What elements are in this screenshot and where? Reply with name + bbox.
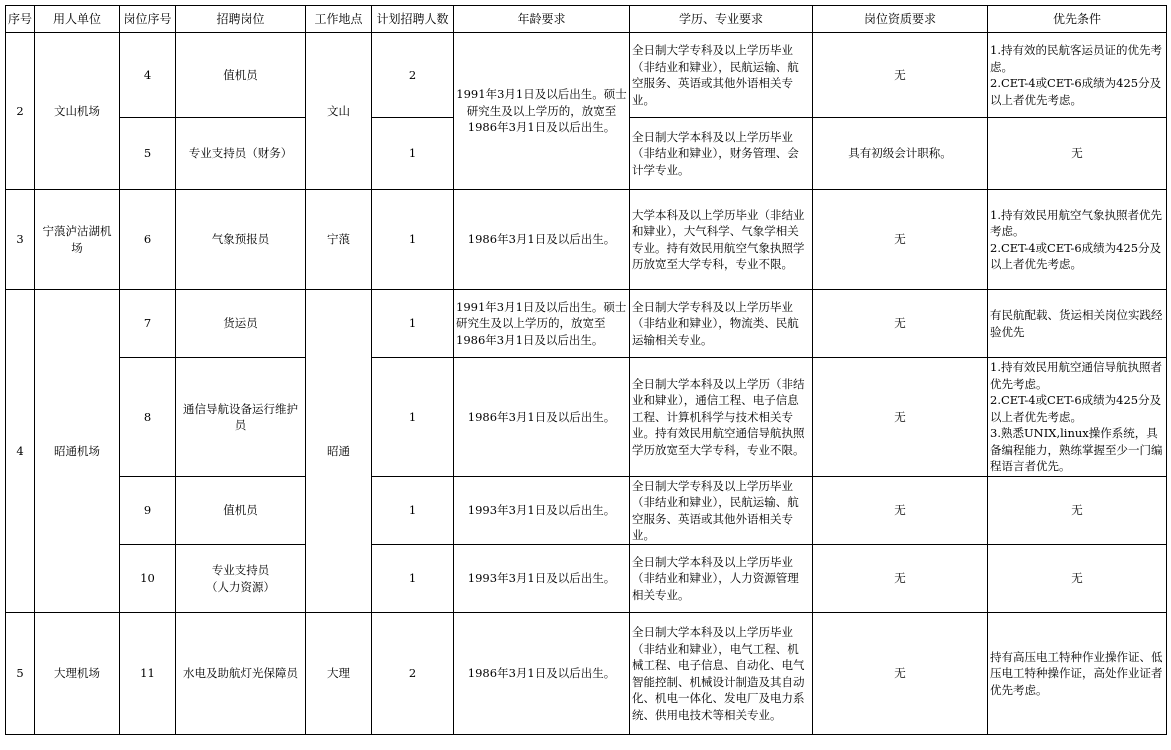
cell-unit: 昭通机场 xyxy=(35,290,120,613)
cell-post: 值机员 xyxy=(176,33,306,118)
table-row xyxy=(6,358,1167,477)
header-count: 计划招聘人数 xyxy=(372,6,454,33)
cell-post: 值机员 xyxy=(176,477,306,545)
cell-count: 1 xyxy=(372,190,454,290)
cell-location: 昭通 xyxy=(306,290,372,613)
header-unit: 用人单位 xyxy=(35,6,120,33)
cell-education: 全日制大学本科及以上学历毕业（非结业和肄业），电气工程、机械工程、电子信息、自动化、电气智能控制、机械设计制造及其自动化、机电一体化、发电厂及电力系统、供用电技术等相关专业。 xyxy=(630,613,813,735)
cell-post: 通信导航设备运行维护员 xyxy=(176,358,306,477)
header-education: 学历、专业要求 xyxy=(630,6,813,33)
cell-priority: 有民航配载、货运相关岗位实践经验优先 xyxy=(988,290,1167,358)
cell-unit: 宁蒗泸沽湖机场 xyxy=(35,190,120,290)
cell-seq: 4 xyxy=(6,290,35,613)
cell-qualification: 无 xyxy=(813,545,988,613)
cell-post-no: 11 xyxy=(120,613,176,735)
cell-seq: 3 xyxy=(6,190,35,290)
cell-count: 2 xyxy=(372,613,454,735)
cell-count: 1 xyxy=(372,118,454,190)
cell-post-no: 9 xyxy=(120,477,176,545)
cell-count: 2 xyxy=(372,33,454,118)
header-seq: 序号 xyxy=(6,6,35,33)
cell-location: 大理 xyxy=(306,613,372,735)
cell-education: 全日制大学专科及以上学历毕业（非结业和肄业），物流类、民航运输相关专业。 xyxy=(630,290,813,358)
cell-post: 专业支持员（财务） xyxy=(176,118,306,190)
cell-age: 1986年3月1日及以后出生。 xyxy=(454,613,630,735)
cell-unit: 文山机场 xyxy=(35,33,120,190)
cell-qualification: 无 xyxy=(813,33,988,118)
cell-count: 1 xyxy=(372,290,454,358)
header-qualification: 岗位资质要求 xyxy=(813,6,988,33)
cell-education: 大学本科及以上学历毕业（非结业和肄业），大气科学、气象学相关专业。持有效民用航空气象执照学历放宽至大学专科，专业不限。 xyxy=(630,190,813,290)
cell-count: 1 xyxy=(372,477,454,545)
cell-age: 1993年3月1日及以后出生。 xyxy=(454,477,630,545)
cell-education: 全日制大学本科及以上学历毕业（非结业和肄业），财务管理、会计学专业。 xyxy=(630,118,813,190)
cell-post: 货运员 xyxy=(176,290,306,358)
table-row xyxy=(6,545,1167,613)
header-post-no: 岗位序号 xyxy=(120,6,176,33)
cell-priority: 1.持有效的民航客运员证的优先考虑。 2.CET-4或CET-6成绩为425分及以上者优先考虑。 xyxy=(988,33,1167,118)
cell-qualification: 无 xyxy=(813,613,988,735)
table-row xyxy=(6,290,1167,358)
cell-education: 全日制大学专科及以上学历毕业（非结业和肄业），民航运输、航空服务、英语或其他外语相关专业。 xyxy=(630,477,813,545)
cell-post-no: 6 xyxy=(120,190,176,290)
cell-unit: 大理机场 xyxy=(35,613,120,735)
cell-count: 1 xyxy=(372,545,454,613)
cell-priority: 无 xyxy=(988,118,1167,190)
cell-location: 文山 xyxy=(306,33,372,190)
recruitment-table xyxy=(5,5,1167,735)
cell-education: 全日制大学本科及以上学历毕业（非结业和肄业），人力资源管理相关专业。 xyxy=(630,545,813,613)
cell-qualification: 无 xyxy=(813,190,988,290)
cell-age: 1986年3月1日及以后出生。 xyxy=(454,190,630,290)
cell-priority: 1.持有效民用航空通信导航执照者优先考虑。 2.CET-4或CET-6成绩为425分及以上者优先考虑。 3.熟悉UNIX,linux操作系统，具备编程能力，熟练掌握至少一门编程语言者优先。 xyxy=(988,358,1167,477)
cell-priority: 持有高压电工特种作业操作证、低压电工特种操作证，高处作业证者优先考虑。 xyxy=(988,613,1167,735)
cell-qualification: 无 xyxy=(813,358,988,477)
cell-age: 1991年3月1日及以后出生。硕士研究生及以上学历的，放宽至1986年3月1日及以后出生。 xyxy=(454,290,630,358)
header-age: 年龄要求 xyxy=(454,6,630,33)
cell-post-no: 5 xyxy=(120,118,176,190)
cell-priority: 1.持有效民用航空气象执照者优先考虑。 2.CET-4或CET-6成绩为425分及以上者优先考虑。 xyxy=(988,190,1167,290)
header-post: 招聘岗位 xyxy=(176,6,306,33)
cell-priority: 无 xyxy=(988,477,1167,545)
cell-post-no: 8 xyxy=(120,358,176,477)
cell-age: 1986年3月1日及以后出生。 xyxy=(454,358,630,477)
cell-post-no: 10 xyxy=(120,545,176,613)
header-priority: 优先条件 xyxy=(988,6,1167,33)
cell-age: 1991年3月1日及以后出生。硕士研究生及以上学历的，放宽至1986年3月1日及以后出生。 xyxy=(454,33,630,190)
table-row xyxy=(6,190,1167,290)
cell-education: 全日制大学本科及以上学历（非结业和肄业），通信工程、电子信息工程、计算机科学与技术相关专业。持有效民用航空通信导航执照学历放宽至大学专科，专业不限。 xyxy=(630,358,813,477)
cell-post-no: 4 xyxy=(120,33,176,118)
cell-age: 1993年3月1日及以后出生。 xyxy=(454,545,630,613)
cell-education: 全日制大学专科及以上学历毕业（非结业和肄业），民航运输、航空服务、英语或其他外语相关专业。 xyxy=(630,33,813,118)
cell-post: 专业支持员 （人力资源） xyxy=(176,545,306,613)
cell-post: 水电及助航灯光保障员 xyxy=(176,613,306,735)
cell-count: 1 xyxy=(372,358,454,477)
header-location: 工作地点 xyxy=(306,6,372,33)
table-row xyxy=(6,477,1167,545)
cell-qualification: 具有初级会计职称。 xyxy=(813,118,988,190)
cell-post-no: 7 xyxy=(120,290,176,358)
cell-priority: 无 xyxy=(988,545,1167,613)
cell-post: 气象预报员 xyxy=(176,190,306,290)
table-row xyxy=(6,613,1167,735)
cell-location: 宁蒗 xyxy=(306,190,372,290)
table-row xyxy=(6,33,1167,118)
cell-qualification: 无 xyxy=(813,290,988,358)
cell-seq: 5 xyxy=(6,613,35,735)
cell-qualification: 无 xyxy=(813,477,988,545)
cell-seq: 2 xyxy=(6,33,35,190)
header-row xyxy=(6,6,1167,33)
